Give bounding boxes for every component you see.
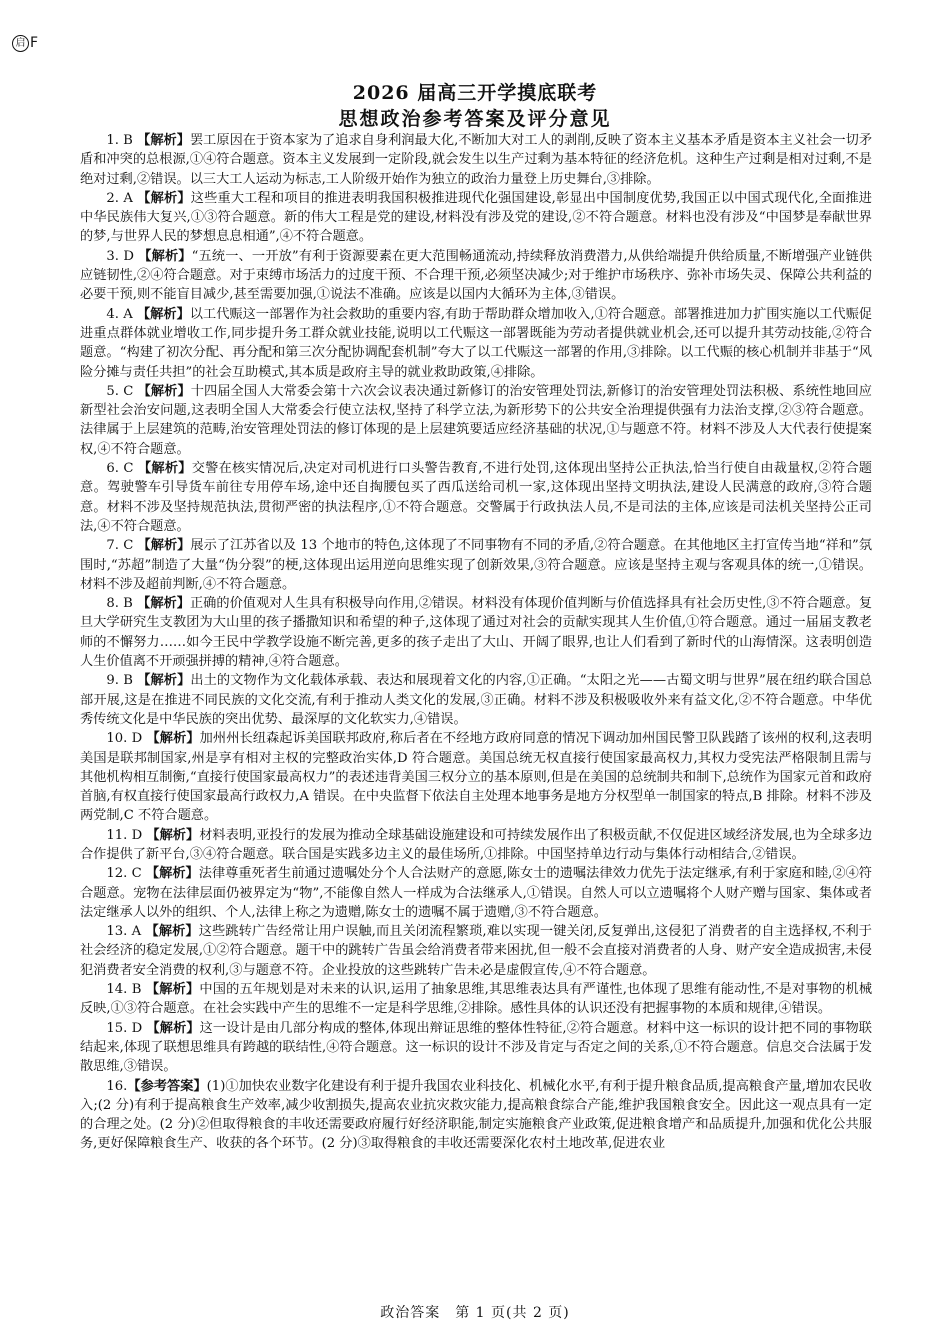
- answer-tag: 【解析】: [137, 538, 191, 554]
- answer-tag: 【解析】: [145, 924, 199, 940]
- answer-number: 7. C: [106, 538, 134, 554]
- answer-item-10: [80, 729, 872, 825]
- answer-tag: 【解析】: [137, 596, 190, 612]
- answer-tag: 【解析】: [136, 306, 190, 322]
- answer-tag: 【解析】: [137, 190, 191, 206]
- answer-tag: 【解析】: [137, 673, 191, 689]
- answer-number: 13. A: [106, 924, 142, 940]
- answer-tag: 【解析】: [137, 133, 190, 148]
- answer-item-3: [80, 247, 872, 305]
- answer-item-14: [80, 980, 872, 1019]
- answer-item-4: [80, 305, 872, 382]
- answer-tag: 【解析】: [137, 461, 192, 477]
- answer-text: 交警在核实情况后,决定对司机进行口头警告教育,不进行处罚,这体现出坚持公正执法,恰当行使自由裁量权,②符合题意。驾驶警车引导货车前往专用停车场,途中还自掏腰包买了西瓜送给司机一家,这体现出坚持文明执法,建设人民满意的政府,③符合题意。材料不涉及坚持规范执法,贯彻严密的执法程序,①不符合题意。交警属于行政执法人员,不是司法的主体,应该是司法机关坚持公正司法,④不符合题意。: [80, 461, 872, 534]
- page-subtitle: 思想政治参考答案及评分意见: [338, 108, 612, 130]
- answer-number: 9. B: [106, 673, 133, 689]
- answer-item-6: [80, 459, 872, 536]
- answer-item-16: [80, 1077, 872, 1154]
- answer-text: 这些重大工程和项目的推进表明我国积极推进现代化强国建设,彰显出中国制度优势,我国正以中国式现代化,全面推进中华民族伟大复兴,①③符合题意。新的伟大工程是党的建设,材料没有涉及党的建设,②不符合题意。材料也没有涉及“中国梦是奉献世界的梦,与世界人民的梦想息息相通”,④不符合题意。: [80, 190, 872, 245]
- answer-tag: 【解析】: [138, 248, 192, 264]
- answer-item-7: [80, 536, 872, 594]
- answer-number: 5. C: [106, 383, 134, 399]
- answer-item-12: [80, 864, 872, 922]
- answer-list: [80, 131, 872, 1154]
- answer-text: 这些跳转广告经常让用户误触,而且关闭流程繁琐,难以实现一键关闭,反复弹出,这侵犯了消费者的自主选择权,不利于社会经济的稳定发展,①②符合题意。题干中的跳转广告虽会给消费者带来困扰,但一般不会直接对消费者的人身、财产安全造成损害,未侵犯消费者安全消费的权利,③与题意不符。企业投放的这些跳转广告未必是虚假宣传,④不符合题意。: [80, 924, 872, 978]
- answer-text: (1)①加快农业数字化建设有利于提升我国农业科技化、机械化水平,有利于提升粮食品质,提高粮食产量,增加农民收入;(2 分)有利于提高粮食生产效率,减少收割损失,提高农业抗灾救灾能力,提高粮食综合产能,维护我国粮食安全。因此这一观点具有一定的合理之处。(2 分)②但取得粮食的丰收还需要政府履行好经济职能,制定实施粮食产业政策,促进粮食增产和品质提升,加强和优化公共服务,更好保障粮食生产、收获的各个环节。(2 分)③取得粮食的丰收还需要深化农村土地改革,促进农业: [80, 1078, 872, 1152]
- answer-tag: 【解析】: [137, 383, 191, 399]
- answer-text: 出土的文物作为文化载体承载、表达和展现着文化的内容,①正确。“太阳之光——古蜀文明与世界”展在纽约联合国总部开展,这是在推进不同民族的文化交流,有利于推动人类文化的发展,③正确。材料不涉及积极吸收外来有益文化,②不符合题意。中华优秀传统文化是中华民族的突出优势、最深厚的文化软实力,④错误。: [80, 673, 873, 727]
- answer-number: 16.: [106, 1078, 128, 1094]
- answer-number: 2. A: [106, 190, 133, 206]
- badge-circle-mark: 启: [12, 35, 29, 52]
- answer-item-9: [80, 671, 872, 729]
- answer-tag: 【解析】: [145, 982, 200, 998]
- answer-item-8: [80, 594, 872, 671]
- page-title: 2026 届高三开学摸底联考: [352, 82, 598, 104]
- answer-number: 10. D: [106, 731, 143, 747]
- answer-text: 罢工原因在于资本家为了追求自身利润最大化,不断加大对工人的剥削,反映了资本主义基本矛盾是资本主义社会一切矛盾和冲突的总根源,①④符合题意。资本主义发展到一定阶段,就会发生以生产过剩为基本特征的经济危机。这种生产过剩是相对过剩,不是绝对过剩,②错误。以三大工人运动为标志,工人阶级开始作为独立的政治力量登上历史舞台,③排除。: [80, 133, 873, 187]
- answer-tag: 【参考答案】: [127, 1078, 207, 1094]
- answer-tag: 【解析】: [146, 1020, 200, 1036]
- answer-text: “五统一、一开放”有利于资源要素在更大范围畅通流动,持续释放消费潜力,从供给端提升供给质量,不断增强产业链供应链韧性,②④符合题意。对于束缚市场活力的过度干预、不合理干预,必须坚决减少;对于维护市场秩序、弥补市场失灵、保障公共利益的必要干预,则不能盲目减少,甚至需要加强,①说法不准确。应该是以国内大循环为主体,③错误。: [80, 248, 873, 303]
- answer-text: 以工代赈这一部署作为社会救助的重要内容,有助于帮助群众增加收入,①符合题意。部署推进加力扩围实施以工代赈促进重点群体就业增收工作,同步提升务工群众就业技能,说明以工代赈这一部署既能为劳动者提供就业机会,还可以提升其劳动技能,②符合题意。“构建了初次分配、再分配和第三次分配协调配套机制”夸大了以工代赈这一部署的作用,③排除。以工代赈的核心机制并非基于“风险分摊与责任共担”的社会互助模式,其本质是政府主导的就业救助政策,④排除。: [80, 306, 872, 380]
- answer-number: 4. A: [106, 306, 133, 322]
- answer-text: 这一设计是由几部分构成的整体,体现出辩证思维的整体性特征,②符合题意。材料中这一标识的设计把不同的事物联结起来,体现了联想思维具有跨越的联结性,④符合题意。这一标识的设计不涉及肯定与否定之间的关系,①不符合题意。信息交合法属于发散思维,③错误。: [80, 1020, 872, 1075]
- answer-text: 展示了江苏省以及 13 个地市的特色,这体现了不同事物有不同的矛盾,②符合题意。在其他地区主打宣传当地“祥和”氛围时,“苏超”制造了大量“伪分裂”的梗,这体现出运用逆向思维实现了创新效果,③符合题意。应该是坚持主观与客观具体的统一,①错误。材料不涉及超前判断,④不符合题意。: [80, 538, 873, 592]
- answer-tag: 【解析】: [145, 866, 199, 882]
- answer-number: 6. C: [106, 461, 134, 477]
- answer-number: 12. C: [106, 866, 142, 882]
- answer-item-2: [80, 189, 872, 247]
- answer-number: 1. B: [106, 133, 133, 148]
- answer-number: 14. B: [106, 982, 142, 998]
- page-footer: 政治答案 第 1 页(共 2 页): [380, 1305, 570, 1321]
- answer-tag: 【解析】: [146, 827, 200, 843]
- badge-letter: F: [30, 35, 39, 51]
- answer-text: 加州州长纽森起诉美国联邦政府,称后者在不经地方政府同意的情况下调动加州国民警卫队践踏了该州的权利,这表明美国是联邦制国家,州是享有相对主权的完整政治实体,D 符合题意。美国总统无权直接行使国家最高权力,其权力受宪法严格限制且需与其他机构相互制衡,“直接行使国家最高权力”的表述违背美国三权分立的基本原则,但是在美国的总统制共和制下,总统作为国家元首和政府首脑,有权直接行使国家最高行政权力,A 错误。在中央监督下依法自主处理本地事务是地方分权型单一制国家的特点,B 排除。材料不涉及两党制,C 不符合题意。: [80, 731, 872, 824]
- answer-number: 15. D: [106, 1020, 143, 1036]
- answer-tag: 【解析】: [146, 731, 200, 747]
- answer-item-1: [80, 131, 872, 189]
- answer-text: 材料表明,亚投行的发展为推动全球基础设施建设和可持续发展作出了积极贡献,不仅促进区域经济发展,也为全球多边合作提供了新平台,③④符合题意。联合国是实践多边主义的最佳场所,①排除。中国坚持单边行动与集体行动相结合,②错误。: [80, 827, 873, 862]
- answer-number: 3. D: [106, 248, 134, 264]
- answer-text: 十四届全国人大常委会第十六次会议表决通过新修订的治安管理处罚法,新修订的治安管理处罚法积极、系统性地回应新型社会治安问题,这表明全国人大常委会行使立法权,坚持了科学立法,为新形势下的公共安全治理提供强有力法治支撑,②③符合题意。法律属于上层建筑的范畴,治安管理处罚法的修订体现的是上层建筑要适应经济基础的状况,①与题意不符。材料不涉及人大代表行使提案权,④不符合题意。: [80, 383, 872, 457]
- answer-text: 法律尊重死者生前通过遗嘱处分个人合法财产的意愿,陈女士的遗嘱法律效力优先于法定继承,有利于家庭和睦,②④符合题意。宠物在法律层面仍被界定为“物”,不能像自然人一样成为合法继承人,①错误。自然人可以立遗嘱将个人财产赠与国家、集体或者法定继承人以外的组织、个人,法律上称之为遗赠,陈女士的遗嘱不属于遗赠,③不符合题意。: [80, 866, 872, 920]
- exam-badge: [12, 34, 38, 52]
- answer-number: 8. B: [106, 596, 133, 612]
- answer-item-15: [80, 1019, 872, 1077]
- answer-item-5: [80, 382, 872, 459]
- answer-number: 11. D: [106, 827, 143, 843]
- answer-item-13: [80, 922, 872, 980]
- answer-text: 正确的价值观对人生具有积极导向作用,②错误。材料没有体现价值判断与价值选择具有社会历史性,③不符合题意。复旦大学研究生支教团为大山里的孩子播撒知识和希望的种子,这体现了通过对社会的贡献实现其人生价值,①符合题意。通过一届届支教老师的不懈努力……如今王民中学教学设施不断完善,更多的孩子走出了大山、开阔了眼界,也让人们看到了新时代的山海情深。这表明创造人生价值离不开顽强拼搏的精神,④符合题意。: [80, 596, 873, 670]
- answer-text: 中国的五年规划是对未来的认识,运用了抽象思维,其思维表达具有严谨性,也体现了思维有能动性,不是对事物的机械反映,①③符合题意。在社会实践中产生的思维不一定是科学思维,②排除。感性具体的认识还没有把握事物的本质和规律,④错误。: [80, 982, 873, 1017]
- answer-item-11: [80, 826, 872, 865]
